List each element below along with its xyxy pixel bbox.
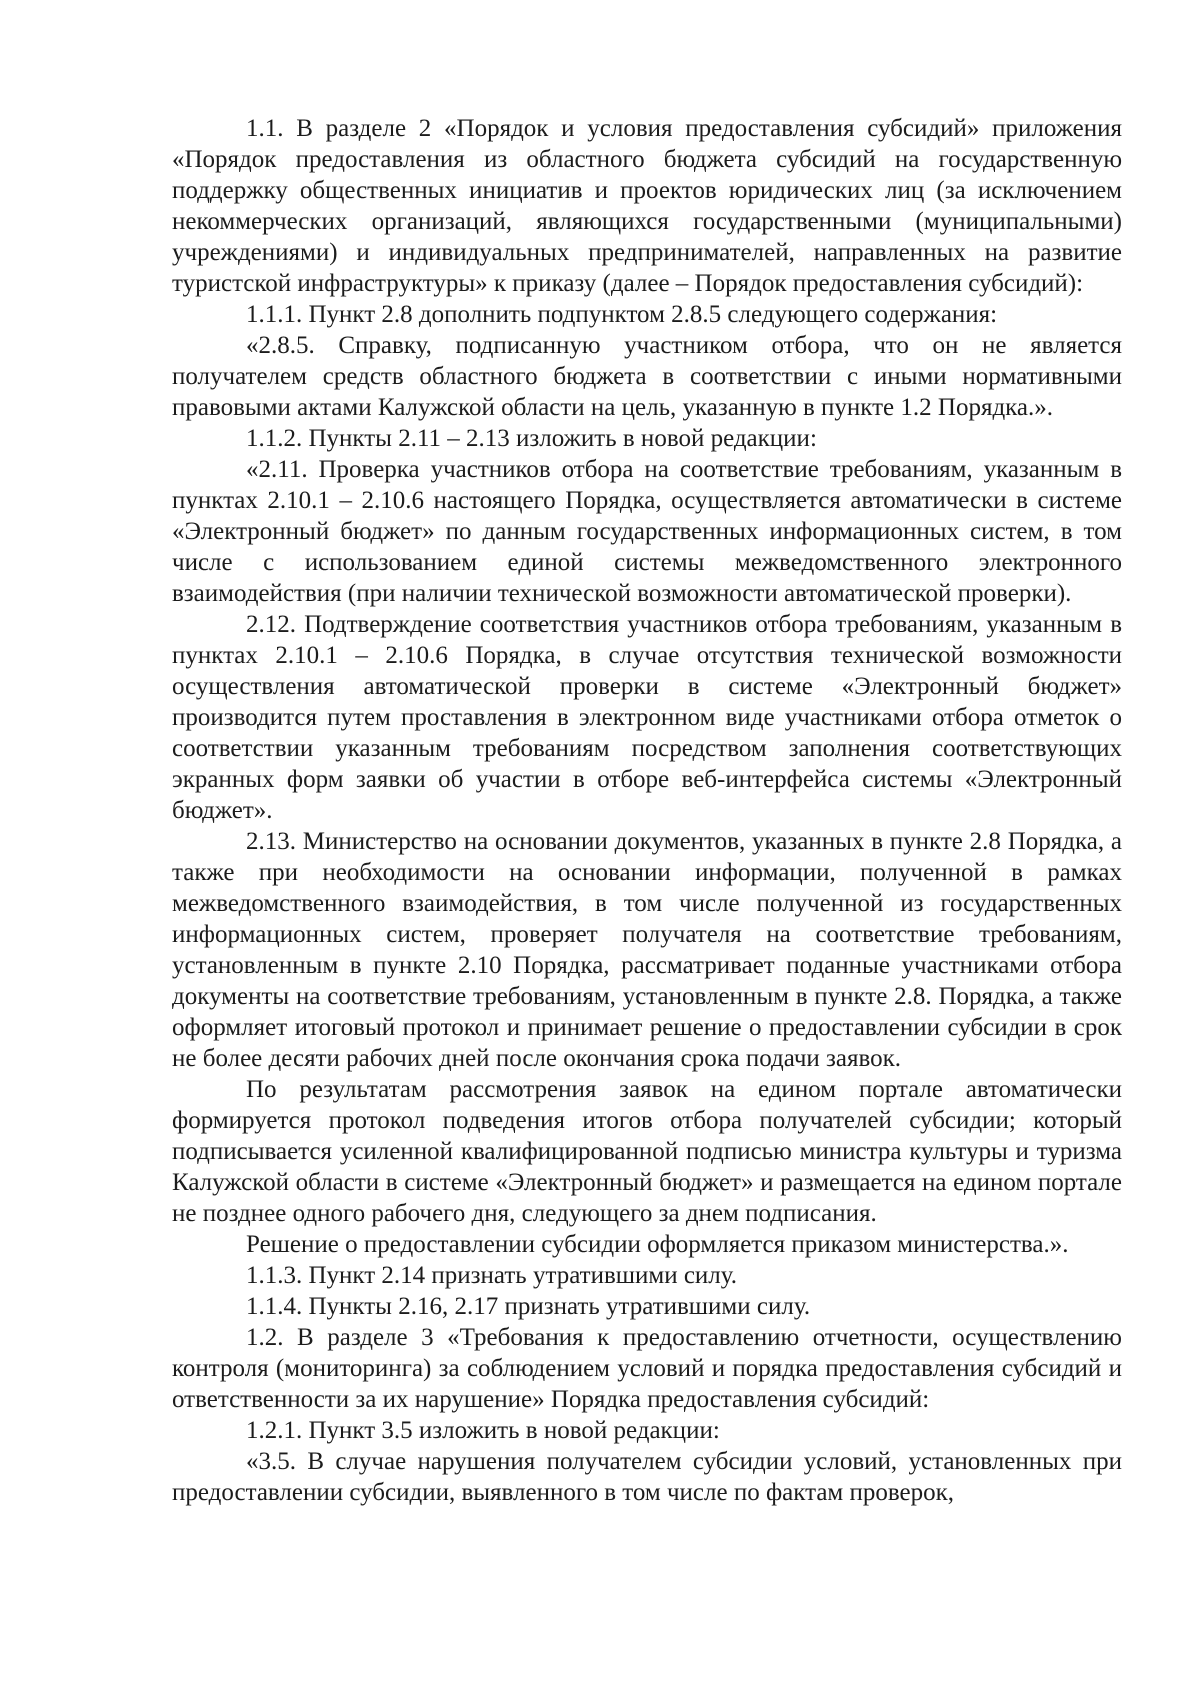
paragraph-1-1: 1.1. В разделе 2 «Порядок и условия предоставления субсидий» приложения «Порядок предоставления из областного бюджета субсидий на государственную поддержку общественных инициатив и проектов юридических лиц (за исключением некоммерческих организаций, являющихся государственными (муниципальными) учреждениями) и индивидуальных предпринимателей, направленных на развитие туристской инфраструктуры» к приказу (далее – Порядок предоставления субсидий): [172,115,1122,297]
paragraph-2-8-5: «2.8.5. Справку, подписанную участником отбора, что он не является получателем средств областного бюджета в соответствии с иными нормативными правовыми актами Калужской области на цель, указанную в пункте 1.2 Порядка.». [172,332,1122,421]
paragraph-1-2-1: 1.2.1. Пункт 3.5 изложить в новой редакции: [246,1417,720,1444]
paragraph-1-1-2: 1.1.2. Пункты 2.11 – 2.13 изложить в новой редакции: [246,425,817,452]
paragraph-1-2: 1.2. В разделе 3 «Требования к предоставлению отчетности, осуществлению контроля (мониторинга) за соблюдением условий и порядка предоставления субсидий и ответственности за их нарушение» Порядка предоставления субсидий: [172,1324,1122,1413]
paragraph-1-1-3: 1.1.3. Пункт 2.14 признать утратившими силу. [246,1262,738,1289]
document-body [172,113,1122,1508]
paragraph-1-1-4: 1.1.4. Пункты 2.16, 2.17 признать утратившими силу. [246,1293,811,1320]
paragraph-2-13: 2.13. Министерство на основании документов, указанных в пункте 2.8 Порядка, а также при необходимости на основании информации, полученной в рамках межведомственного взаимодействия, в том числе полученной из государственных информационных систем, проверяет получателя на соответствие требованиям, установленным в пункте 2.10 Порядка, рассматривает поданные участниками отбора документы на соответствие требованиям, установленным в пункте 2.8. Порядка, а также оформляет итоговый протокол и принимает решение о предоставлении субсидии в срок не более десяти рабочих дней после окончания срока подачи заявок. [172,828,1122,1072]
paragraph-2-12: 2.12. Подтверждение соответствия участников отбора требованиям, указанным в пунктах 2.10.1 – 2.10.6 Порядка, в случае отсутствия технической возможности осуществления автоматической проверки в системе «Электронный бюджет» производится путем проставления в электронном виде участниками отбора отметок о соответствии указанным требованиям посредством заполнения соответствующих экранных форм заявки об участии в отборе веб-интерфейса системы «Электронный бюджет». [172,611,1122,824]
paragraph-1-1-1: 1.1.1. Пункт 2.8 дополнить подпунктом 2.8.5 следующего содержания: [246,301,998,328]
paragraph-protocol: По результатам рассмотрения заявок на едином портале автоматически формируется протокол подведения итогов отбора получателей субсидии; который подписывается усиленной квалифицированной подписью министра культуры и туризма Калужской области в системе «Электронный бюджет» и размещается на едином портале не позднее одного рабочего дня, следующего за днем подписания. [172,1076,1122,1227]
paragraph-decision: Решение о предоставлении субсидии оформляется приказом министерства.». [246,1231,1069,1258]
paragraph-2-11: «2.11. Проверка участников отбора на соответствие требованиям, указанным в пунктах 2.10.1 – 2.10.6 настоящего Порядка, осуществляется автоматически в системе «Электронный бюджет» по данным государственных информационных систем, в том числе с использованием единой системы межведомственного электронного взаимодействия (при наличии технической возможности автоматической проверки). [172,456,1122,607]
paragraph-3-5: «3.5. В случае нарушения получателем субсидии условий, установленных при предоставлении субсидии, выявленного в том числе по фактам проверок, [172,1448,1122,1506]
